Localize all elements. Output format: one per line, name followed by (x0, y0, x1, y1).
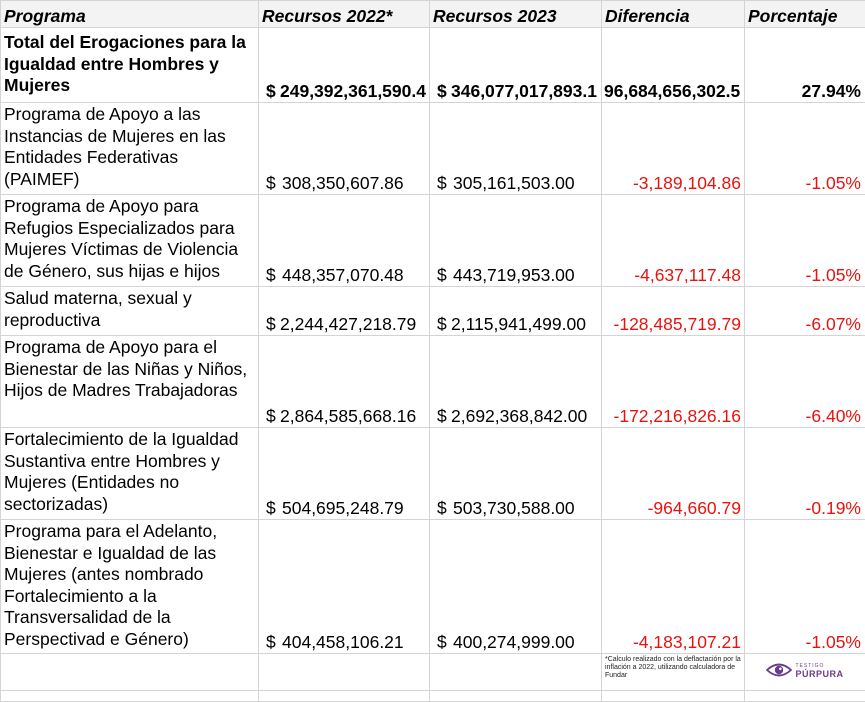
total-programa: Total del Erogaciones para la Igualdad entre Hombres y Mujeres (1, 28, 259, 103)
row-recursos-2023 (430, 195, 602, 287)
header-porcentaje: Porcentaje (745, 1, 865, 28)
row-diferencia: -3,189,104.86 (602, 103, 745, 195)
empty-cell (259, 654, 430, 691)
logo-cell (745, 654, 865, 691)
row-recursos-2022 (259, 336, 430, 428)
currency-symbol: $ (266, 314, 280, 336)
row-recursos-2022 (259, 195, 430, 287)
footnote: *Calculo realizado con la deflactación por la inflación a 2022, utilizando calculadora de Fundar (602, 654, 745, 691)
row-porcentaje: -0.19% (745, 428, 865, 520)
row-diferencia: -964,660.79 (602, 428, 745, 520)
row-porcentaje: -1.05% (745, 520, 865, 654)
header-recursos-2022: Recursos 2022* (259, 1, 430, 28)
row-programa: Salud materna, sexual y reproductiva (1, 287, 259, 336)
currency-symbol: $ (437, 173, 453, 195)
row-porcentaje: -1.05% (745, 103, 865, 195)
row-programa: Fortalecimiento de la Igualdad Sustantiva entre Hombres y Mujeres (Entidades no sectorizadas) (1, 428, 259, 520)
row-r2022-value: 2,864,585,668.16 (280, 406, 416, 426)
currency-symbol: $ (266, 81, 280, 103)
row-programa: Programa de Apoyo a las Instancias de Mujeres en las Entidades Federativas (PAIMEF) (1, 103, 259, 195)
row-r2022-value: 308,350,607.86 (282, 173, 404, 193)
row-r2023-value: 400,274,999.00 (453, 632, 575, 652)
logo-small-text: TESTIGO (795, 662, 843, 670)
footer-row (1, 654, 865, 691)
currency-symbol: $ (266, 632, 282, 654)
empty-cell (430, 691, 602, 702)
table-row (1, 195, 865, 287)
row-programa: Programa de Apoyo para el Bienestar de las Niñas y Niños, Hijos de Madres Trabajadoras (1, 336, 259, 428)
currency-symbol: $ (437, 498, 453, 520)
currency-symbol: $ (266, 265, 282, 287)
table-row (1, 520, 865, 654)
currency-symbol: $ (437, 406, 451, 428)
table-row (1, 428, 865, 520)
empty-cell (602, 691, 745, 702)
row-recursos-2023 (430, 520, 602, 654)
empty-cell (1, 691, 259, 702)
row-recursos-2022 (259, 428, 430, 520)
total-diferencia: 96,684,656,302.5 (602, 28, 745, 103)
empty-cell (259, 691, 430, 702)
currency-symbol: $ (437, 81, 451, 103)
total-recursos-2023 (430, 28, 602, 103)
row-r2023-value: 2,115,941,499.00 (451, 314, 586, 334)
header-recursos-2023: Recursos 2023 (430, 1, 602, 28)
currency-symbol: $ (437, 265, 453, 287)
row-recursos-2022 (259, 103, 430, 195)
currency-symbol: $ (266, 498, 282, 520)
header-programa: Programa (1, 1, 259, 28)
table-row (1, 103, 865, 195)
row-diferencia: -128,485,719.79 (602, 287, 745, 336)
empty-cell (430, 654, 602, 691)
row-recursos-2023 (430, 103, 602, 195)
empty-cell (1, 654, 259, 691)
row-programa: Programa para el Adelanto, Bienestar e Igualdad de las Mujeres (antes nombrado Fortalecimiento a la Transversalidad de la Perspectivad e Género) (1, 520, 259, 654)
row-porcentaje: -6.40% (745, 336, 865, 428)
row-r2023-value: 2,692,368,842.00 (451, 406, 587, 426)
row-diferencia: -4,183,107.21 (602, 520, 745, 654)
row-recursos-2022 (259, 520, 430, 654)
table-row (1, 336, 865, 428)
total-recursos-2022 (259, 28, 430, 103)
row-r2022-value: 404,458,106.21 (282, 632, 404, 652)
currency-symbol: $ (437, 314, 451, 336)
table-row (1, 287, 865, 336)
total-row (1, 28, 865, 103)
row-r2022-value: 2,244,427,218.79 (280, 314, 416, 334)
row-r2023-value: 305,161,503.00 (453, 173, 575, 193)
total-porcentaje: 27.94% (745, 28, 865, 103)
currency-symbol: $ (266, 173, 282, 195)
currency-symbol: $ (437, 632, 453, 654)
row-r2023-value: 503,730,588.00 (453, 498, 575, 518)
row-r2023-value: 443,719,953.00 (453, 265, 575, 285)
row-r2022-value: 504,695,248.79 (282, 498, 404, 518)
total-r2023-value: 346,077,017,893.1 (451, 81, 597, 101)
total-r2022-value: 249,392,361,590.4 (280, 81, 426, 101)
currency-symbol: $ (266, 406, 280, 428)
row-diferencia: -4,637,117.48 (602, 195, 745, 287)
row-porcentaje: -1.05% (745, 195, 865, 287)
header-diferencia: Diferencia (602, 1, 745, 28)
row-recursos-2023 (430, 287, 602, 336)
empty-cell (745, 691, 865, 702)
row-r2022-value: 448,357,070.48 (282, 265, 404, 285)
row-diferencia: -172,216,826.16 (602, 336, 745, 428)
row-programa: Programa de Apoyo para Refugios Especializados para Mujeres Víctimas de Violencia de Género, sus hijas e hijos (1, 195, 259, 287)
row-recursos-2023 (430, 428, 602, 520)
logo-big-text: PÚRPURA (795, 670, 843, 678)
eye-icon (766, 661, 792, 679)
filler-row (1, 691, 865, 702)
row-recursos-2022 (259, 287, 430, 336)
testigo-purpura-logo (766, 661, 843, 679)
header-row (1, 1, 865, 28)
row-recursos-2023 (430, 336, 602, 428)
row-porcentaje: -6.07% (745, 287, 865, 336)
